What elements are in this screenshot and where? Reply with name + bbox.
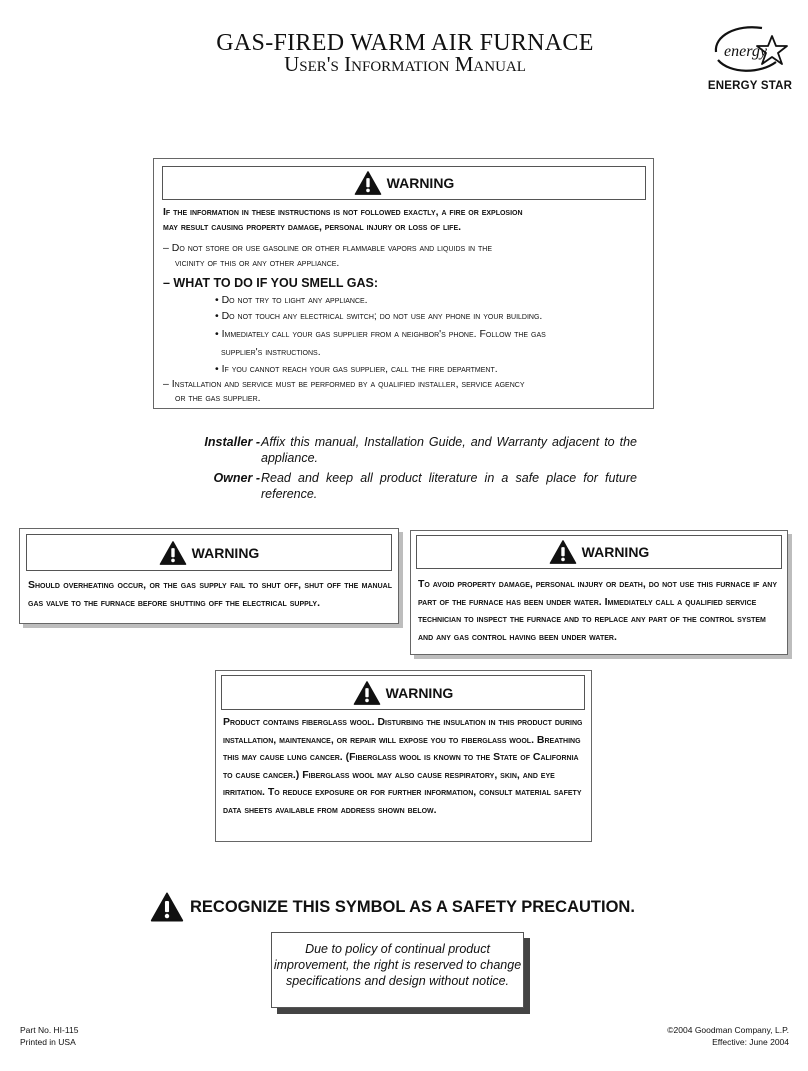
installer-text: Affix this manual, Installation Guide, and Warranty adjacent to the appliance.: [261, 435, 637, 465]
owner-text: Read and keep all product literature in a safe place for future reference.: [261, 471, 637, 501]
water-warning-label: WARNING: [581, 544, 650, 560]
smell-gas-bullet-3b: supplier's instructions.: [221, 346, 321, 358]
energy-script: energy: [724, 43, 767, 60]
main-warning-label: WARNING: [386, 175, 455, 191]
effective-date: Effective: June 2004: [712, 1037, 789, 1047]
fiberglass-warning-label: WARNING: [385, 684, 454, 701]
main-warning-intro-1: If the information in these instructions is not followed exactly, a fire or explosion: [163, 206, 523, 218]
fiberglass-warning-header: [221, 675, 585, 710]
overheat-warning-text: Should overheating occur, or the gas supply fail to shut off, shut off the manual gas valve to the furnace before shutting off the electrical supply.: [28, 579, 392, 609]
main-warning-storage-1: – Do not store or use gasoline or other flammable vapors and liquids in the: [163, 242, 492, 254]
warning-icon: [159, 540, 187, 566]
manual-subtitle: User's Information Manual: [284, 52, 526, 76]
installer-instruction: [160, 434, 640, 468]
warning-icon: [353, 680, 381, 706]
policy-notice: [271, 932, 524, 1008]
fiberglass-warning-text: Product contains fiberglass wool. Disturbing the insulation in this product during installation, maintenance, or repair will expose you to fiberglass wool. Breathing this may cause lung cancer. (Fiberglass wool is known to the State of California to cause cancer.) Fiberglass wool may also cause respiratory, skin, and eye irritation. To reduce exposure or for further information, consult material safety data sheets available from address shown below.: [223, 716, 583, 816]
main-warning-intro-2: may result causing property damage, personal injury or loss of life.: [163, 221, 462, 233]
main-warning-install-2: or the gas supplier.: [175, 392, 261, 404]
smell-gas-bullet-4: • If you cannot reach your gas supplier, call the fire department.: [215, 363, 498, 375]
manual-title: GAS-FIRED WARM AIR FURNACE: [216, 30, 594, 56]
policy-notice-text: Due to policy of continual product improvement, the right is reserved to change specifications and design without notice.: [273, 942, 522, 988]
warning-icon: [150, 891, 184, 923]
smell-gas-heading: – WHAT TO DO IF YOU SMELL GAS:: [163, 276, 379, 290]
warning-icon: [354, 170, 382, 196]
owner-instruction: [160, 470, 640, 504]
main-warning-install-1: – Installation and service must be performed by a qualified installer, service agency: [163, 378, 525, 390]
overheat-warning-label: WARNING: [191, 544, 260, 561]
main-warning-storage-2: vicinity of this or any other appliance.: [175, 257, 340, 269]
smell-gas-bullet-1: • Do not try to light any appliance.: [215, 294, 368, 306]
warning-icon: [549, 539, 577, 565]
water-warning-header: [416, 535, 782, 569]
energy-star-logo: [704, 22, 796, 98]
overheat-warning-header: [26, 534, 392, 571]
water-warning-text: To avoid property damage, personal injury or death, do not use this furnace if any part of the furnace has been under water. Immediately call a qualified service technician to inspect the furnace and to replace any part of the control system and any gas control having been under water.: [418, 578, 778, 643]
safety-symbol-banner: [150, 890, 635, 924]
smell-gas-bullet-3a: • Immediately call your gas supplier from a neighbor's phone. Follow the gas: [215, 328, 546, 340]
installer-label: Installer -: [204, 435, 260, 449]
owner-label: Owner -: [213, 471, 260, 485]
energy-star-icon: [710, 22, 790, 78]
safety-banner-text: RECOGNIZE THIS SYMBOL AS A SAFETY PRECAUTION.: [190, 897, 635, 916]
copyright: ©2004 Goodman Company, L.P.: [667, 1025, 789, 1035]
part-number: Part No. HI-115: [20, 1025, 79, 1035]
main-warning-header: [162, 166, 646, 200]
printed-in: Printed in USA: [20, 1037, 76, 1047]
energy-star-label: ENERGY STAR: [707, 80, 793, 92]
smell-gas-bullet-2: • Do not touch any electrical switch; do not use any phone in your building.: [215, 310, 543, 322]
